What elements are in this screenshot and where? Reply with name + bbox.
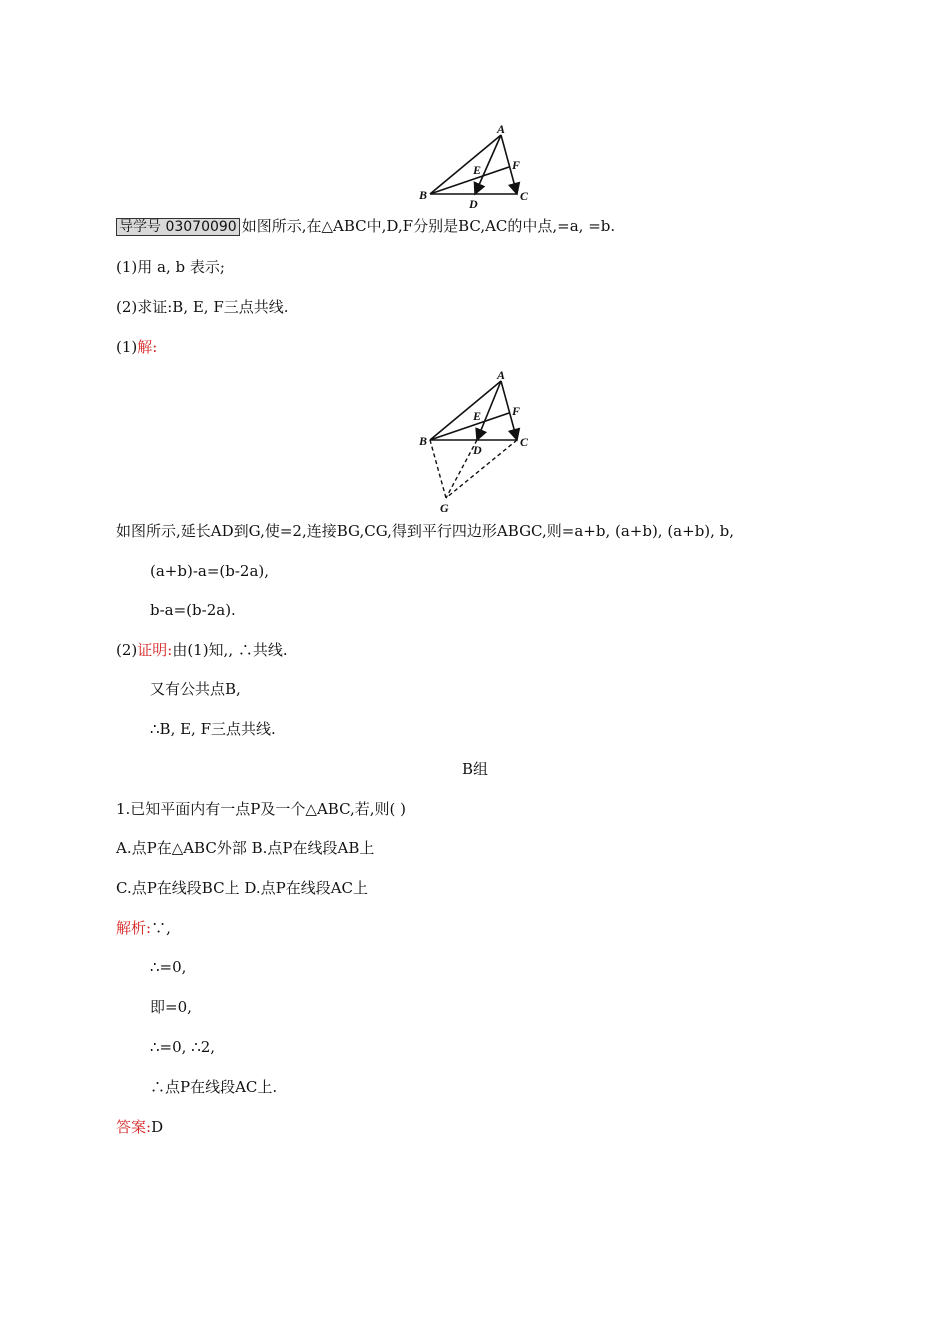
analysis-line-1: ∵,: [151, 919, 171, 937]
analysis-label: 解析:: [116, 919, 152, 937]
label2-G: G: [440, 501, 449, 515]
problem-statement: [116, 216, 615, 237]
solution-1-prefix: (1): [116, 338, 138, 356]
label-E: E: [473, 163, 482, 177]
label-A: A: [497, 122, 506, 136]
analysis-line-4: ∴=0, ∴2,: [150, 1038, 216, 1056]
analysis-line-5: ∴点P在线段AC上.: [150, 1078, 278, 1096]
triangle-figure-2: [415, 368, 535, 518]
solution-1-line2: (a+b)-a=(b-2a),: [150, 562, 270, 580]
answer-value: D: [151, 1118, 164, 1136]
label-B: B: [419, 188, 428, 202]
problem-1-options-cd: C.点P在线段BC上 D.点P在线段AC上: [116, 879, 369, 897]
label2-D: D: [473, 443, 482, 457]
answer-label: 答案:: [116, 1118, 152, 1136]
problem-1-stem: 1.已知平面内有一点P及一个△ABC,若,则( ): [116, 800, 407, 818]
solution-1-heading: [116, 337, 157, 357]
label-D: D: [469, 197, 478, 211]
analysis-line-2: ∴=0,: [150, 958, 187, 976]
section-title: B组: [461, 760, 489, 778]
solution-2-label: 证明:: [137, 641, 173, 659]
label2-C: C: [520, 435, 529, 449]
solution-2: [116, 640, 288, 660]
label2-F: F: [512, 404, 521, 418]
solution-2-prefix: (2): [116, 641, 138, 659]
analysis-line-3: 即=0,: [150, 998, 192, 1016]
solution-2-line3: ∴B, E, F三点共线.: [150, 720, 276, 738]
solution-2-line2: 又有公共点B,: [150, 680, 241, 698]
solution-2-text: 由(1)知,, ∴共线.: [172, 641, 288, 659]
solution-1-text: 如图所示,延长AD到G,使=2,连接BG,CG,得到平行四边形ABGC,则=a+b, (a+b), (a+b), b,: [116, 522, 735, 540]
analysis-heading: [116, 918, 171, 938]
problem-1-options-ab: A.点P在△ABC外部 B.点P在线段AB上: [116, 839, 375, 857]
problem-tag[interactable]: 导学号 03070090: [116, 218, 240, 236]
solution-1-label: 解:: [137, 338, 158, 356]
label2-B: B: [419, 434, 428, 448]
problem-text: 如图所示,在△ABC中,D,F分别是BC,AC的中点,=a, =b.: [241, 217, 616, 235]
label-F: F: [512, 158, 521, 172]
question-1: (1)用 a, b 表示;: [116, 258, 225, 276]
label2-A: A: [497, 368, 506, 382]
label-C: C: [520, 189, 529, 203]
question-2: (2)求证:B, E, F三点共线.: [116, 298, 289, 316]
answer: [116, 1117, 163, 1137]
solution-1-line3: b-a=(b-2a).: [150, 601, 236, 619]
label2-E: E: [473, 409, 482, 423]
triangle-figure-1: [415, 122, 535, 212]
